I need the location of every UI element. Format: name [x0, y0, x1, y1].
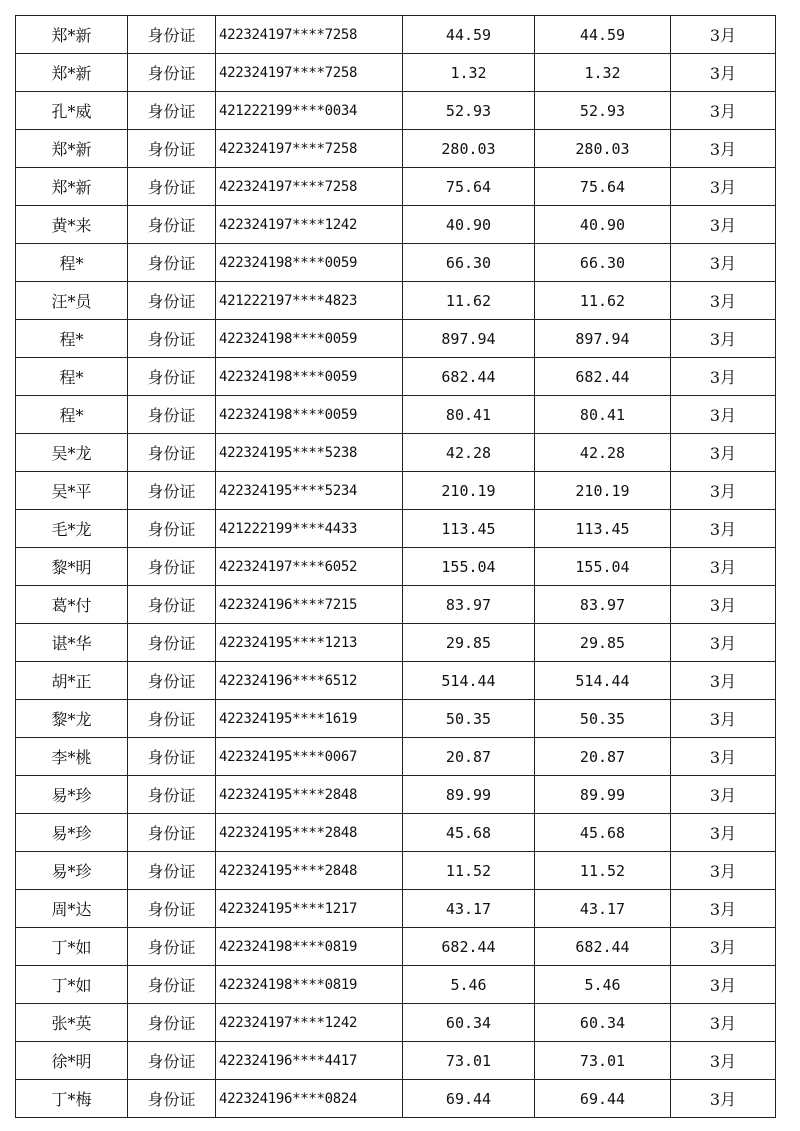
id-type-cell: 身份证: [128, 1042, 216, 1080]
amount-cell-2: 60.34: [535, 1004, 671, 1042]
month-cell: 3月: [671, 16, 776, 54]
id-number-cell: 422324198****0819: [216, 928, 403, 966]
table-row: [16, 320, 776, 358]
name-cell: 黎*明: [16, 548, 128, 586]
id-type-cell: 身份证: [128, 890, 216, 928]
name-cell: 毛*龙: [16, 510, 128, 548]
table-row: [16, 472, 776, 510]
name-cell: 丁*如: [16, 966, 128, 1004]
amount-cell-2: 66.30: [535, 244, 671, 282]
amount-cell: 52.93: [403, 92, 535, 130]
table-row: [16, 548, 776, 586]
name-cell: 郑*新: [16, 168, 128, 206]
month-cell: 3月: [671, 1080, 776, 1118]
month-cell: 3月: [671, 472, 776, 510]
month-cell: 3月: [671, 586, 776, 624]
name-cell: 谌*华: [16, 624, 128, 662]
amount-cell-2: 514.44: [535, 662, 671, 700]
table-row: [16, 434, 776, 472]
amount-cell: 11.52: [403, 852, 535, 890]
id-number-cell: 422324195****5238: [216, 434, 403, 472]
month-cell: 3月: [671, 548, 776, 586]
amount-cell-2: 210.19: [535, 472, 671, 510]
name-cell: 郑*新: [16, 130, 128, 168]
amount-cell-2: 69.44: [535, 1080, 671, 1118]
month-cell: 3月: [671, 928, 776, 966]
id-number-cell: 422324195****2848: [216, 852, 403, 890]
id-number-cell: 421222199****0034: [216, 92, 403, 130]
amount-cell-2: 83.97: [535, 586, 671, 624]
name-cell: 黎*龙: [16, 700, 128, 738]
id-type-cell: 身份证: [128, 776, 216, 814]
id-number-cell: 422324196****0824: [216, 1080, 403, 1118]
table-row: [16, 662, 776, 700]
id-number-cell: 422324195****2848: [216, 814, 403, 852]
id-type-cell: 身份证: [128, 472, 216, 510]
id-type-cell: 身份证: [128, 434, 216, 472]
amount-cell-2: 11.52: [535, 852, 671, 890]
id-number-cell: 422324195****1217: [216, 890, 403, 928]
amount-cell-2: 43.17: [535, 890, 671, 928]
amount-cell: 42.28: [403, 434, 535, 472]
id-number-cell: 422324197****7258: [216, 130, 403, 168]
id-type-cell: 身份证: [128, 624, 216, 662]
amount-cell: 66.30: [403, 244, 535, 282]
name-cell: 汪*员: [16, 282, 128, 320]
amount-cell-2: 75.64: [535, 168, 671, 206]
id-type-cell: 身份证: [128, 738, 216, 776]
name-cell: 易*珍: [16, 776, 128, 814]
id-type-cell: 身份证: [128, 548, 216, 586]
id-number-cell: 422324195****0067: [216, 738, 403, 776]
id-number-cell: 422324195****2848: [216, 776, 403, 814]
amount-cell: 75.64: [403, 168, 535, 206]
amount-cell-2: 45.68: [535, 814, 671, 852]
month-cell: 3月: [671, 890, 776, 928]
name-cell: 郑*新: [16, 16, 128, 54]
month-cell: 3月: [671, 358, 776, 396]
table-row: [16, 700, 776, 738]
id-number-cell: 422324198****0059: [216, 396, 403, 434]
month-cell: 3月: [671, 814, 776, 852]
month-cell: 3月: [671, 510, 776, 548]
name-cell: 吴*平: [16, 472, 128, 510]
id-number-cell: 422324197****6052: [216, 548, 403, 586]
month-cell: 3月: [671, 244, 776, 282]
name-cell: 胡*正: [16, 662, 128, 700]
month-cell: 3月: [671, 130, 776, 168]
id-type-cell: 身份证: [128, 54, 216, 92]
amount-cell: 5.46: [403, 966, 535, 1004]
month-cell: 3月: [671, 852, 776, 890]
table-row: [16, 776, 776, 814]
id-number-cell: 422324195****1213: [216, 624, 403, 662]
name-cell: 丁*如: [16, 928, 128, 966]
id-number-cell: 422324197****1242: [216, 206, 403, 244]
id-number-cell: 422324196****6512: [216, 662, 403, 700]
table-row: [16, 852, 776, 890]
id-number-cell: 422324198****0059: [216, 244, 403, 282]
id-type-cell: 身份证: [128, 282, 216, 320]
amount-cell: 11.62: [403, 282, 535, 320]
name-cell: 郑*新: [16, 54, 128, 92]
name-cell: 易*珍: [16, 814, 128, 852]
amount-cell-2: 73.01: [535, 1042, 671, 1080]
amount-cell: 44.59: [403, 16, 535, 54]
id-number-cell: 422324198****0059: [216, 358, 403, 396]
month-cell: 3月: [671, 700, 776, 738]
amount-cell-2: 155.04: [535, 548, 671, 586]
table-row: [16, 586, 776, 624]
id-type-cell: 身份证: [128, 16, 216, 54]
id-number-cell: 421222199****4433: [216, 510, 403, 548]
name-cell: 黄*来: [16, 206, 128, 244]
amount-cell: 897.94: [403, 320, 535, 358]
amount-cell: 83.97: [403, 586, 535, 624]
name-cell: 李*桃: [16, 738, 128, 776]
table-row: [16, 814, 776, 852]
month-cell: 3月: [671, 396, 776, 434]
month-cell: 3月: [671, 1042, 776, 1080]
amount-cell: 20.87: [403, 738, 535, 776]
amount-cell-2: 1.32: [535, 54, 671, 92]
id-type-cell: 身份证: [128, 168, 216, 206]
amount-cell-2: 20.87: [535, 738, 671, 776]
amount-cell: 45.68: [403, 814, 535, 852]
amount-cell: 60.34: [403, 1004, 535, 1042]
table-row: [16, 54, 776, 92]
name-cell: 程*: [16, 320, 128, 358]
month-cell: 3月: [671, 434, 776, 472]
amount-cell: 280.03: [403, 130, 535, 168]
table-row: [16, 92, 776, 130]
id-type-cell: 身份证: [128, 206, 216, 244]
id-type-cell: 身份证: [128, 396, 216, 434]
id-type-cell: 身份证: [128, 510, 216, 548]
amount-cell-2: 280.03: [535, 130, 671, 168]
amount-cell: 73.01: [403, 1042, 535, 1080]
id-type-cell: 身份证: [128, 358, 216, 396]
table-row: [16, 358, 776, 396]
amount-cell: 210.19: [403, 472, 535, 510]
table-row: [16, 244, 776, 282]
name-cell: 程*: [16, 244, 128, 282]
id-number-cell: 422324195****5234: [216, 472, 403, 510]
id-type-cell: 身份证: [128, 130, 216, 168]
amount-cell-2: 52.93: [535, 92, 671, 130]
amount-cell: 29.85: [403, 624, 535, 662]
amount-cell: 155.04: [403, 548, 535, 586]
name-cell: 张*英: [16, 1004, 128, 1042]
table-row: [16, 928, 776, 966]
amount-cell-2: 682.44: [535, 928, 671, 966]
id-number-cell: 421222197****4823: [216, 282, 403, 320]
amount-cell-2: 50.35: [535, 700, 671, 738]
month-cell: 3月: [671, 54, 776, 92]
table-row: [16, 624, 776, 662]
amount-cell-2: 29.85: [535, 624, 671, 662]
amount-cell-2: 897.94: [535, 320, 671, 358]
table-row: [16, 1004, 776, 1042]
month-cell: 3月: [671, 662, 776, 700]
amount-cell-2: 11.62: [535, 282, 671, 320]
records-table: [15, 15, 776, 1118]
amount-cell-2: 44.59: [535, 16, 671, 54]
month-cell: 3月: [671, 282, 776, 320]
name-cell: 丁*梅: [16, 1080, 128, 1118]
name-cell: 易*珍: [16, 852, 128, 890]
id-number-cell: 422324197****7258: [216, 54, 403, 92]
amount-cell-2: 42.28: [535, 434, 671, 472]
amount-cell-2: 5.46: [535, 966, 671, 1004]
name-cell: 周*达: [16, 890, 128, 928]
table-row: [16, 130, 776, 168]
month-cell: 3月: [671, 320, 776, 358]
id-number-cell: 422324198****0059: [216, 320, 403, 358]
amount-cell-2: 682.44: [535, 358, 671, 396]
name-cell: 程*: [16, 396, 128, 434]
amount-cell: 80.41: [403, 396, 535, 434]
id-number-cell: 422324197****7258: [216, 16, 403, 54]
table-row: [16, 168, 776, 206]
month-cell: 3月: [671, 168, 776, 206]
id-number-cell: 422324197****1242: [216, 1004, 403, 1042]
table-row: [16, 206, 776, 244]
id-number-cell: 422324197****7258: [216, 168, 403, 206]
id-type-cell: 身份证: [128, 814, 216, 852]
month-cell: 3月: [671, 966, 776, 1004]
id-type-cell: 身份证: [128, 966, 216, 1004]
table-row: [16, 396, 776, 434]
id-type-cell: 身份证: [128, 852, 216, 890]
amount-cell: 43.17: [403, 890, 535, 928]
table-row: [16, 282, 776, 320]
name-cell: 程*: [16, 358, 128, 396]
month-cell: 3月: [671, 624, 776, 662]
amount-cell: 514.44: [403, 662, 535, 700]
name-cell: 徐*明: [16, 1042, 128, 1080]
id-number-cell: 422324195****1619: [216, 700, 403, 738]
amount-cell: 113.45: [403, 510, 535, 548]
name-cell: 葛*付: [16, 586, 128, 624]
month-cell: 3月: [671, 776, 776, 814]
amount-cell: 89.99: [403, 776, 535, 814]
id-number-cell: 422324196****7215: [216, 586, 403, 624]
amount-cell-2: 80.41: [535, 396, 671, 434]
month-cell: 3月: [671, 206, 776, 244]
id-type-cell: 身份证: [128, 244, 216, 282]
id-type-cell: 身份证: [128, 92, 216, 130]
id-type-cell: 身份证: [128, 928, 216, 966]
month-cell: 3月: [671, 1004, 776, 1042]
amount-cell: 69.44: [403, 1080, 535, 1118]
amount-cell: 40.90: [403, 206, 535, 244]
id-type-cell: 身份证: [128, 700, 216, 738]
amount-cell: 682.44: [403, 358, 535, 396]
amount-cell-2: 40.90: [535, 206, 671, 244]
id-number-cell: 422324196****4417: [216, 1042, 403, 1080]
table-row: [16, 738, 776, 776]
table-row: [16, 1080, 776, 1118]
id-type-cell: 身份证: [128, 586, 216, 624]
id-type-cell: 身份证: [128, 320, 216, 358]
amount-cell: 1.32: [403, 54, 535, 92]
table-row: [16, 890, 776, 928]
table-body: [16, 16, 776, 1118]
id-type-cell: 身份证: [128, 1080, 216, 1118]
amount-cell-2: 113.45: [535, 510, 671, 548]
id-type-cell: 身份证: [128, 662, 216, 700]
table-row: [16, 16, 776, 54]
month-cell: 3月: [671, 738, 776, 776]
id-number-cell: 422324198****0819: [216, 966, 403, 1004]
month-cell: 3月: [671, 92, 776, 130]
id-type-cell: 身份证: [128, 1004, 216, 1042]
amount-cell: 50.35: [403, 700, 535, 738]
name-cell: 吴*龙: [16, 434, 128, 472]
amount-cell: 682.44: [403, 928, 535, 966]
amount-cell-2: 89.99: [535, 776, 671, 814]
name-cell: 孔*威: [16, 92, 128, 130]
table-row: [16, 966, 776, 1004]
table-row: [16, 510, 776, 548]
table-row: [16, 1042, 776, 1080]
